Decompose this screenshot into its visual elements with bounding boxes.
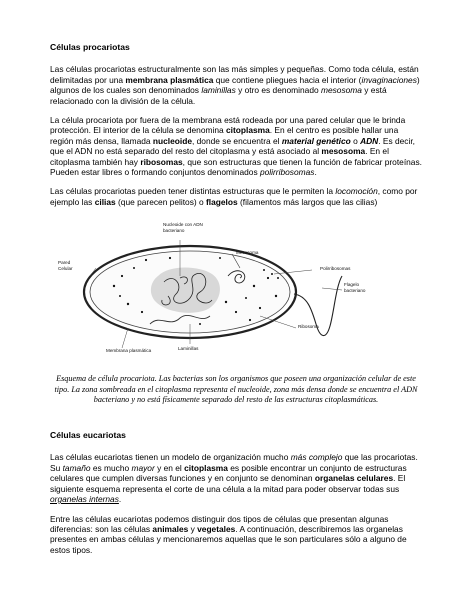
text-run: Las células procariotas pueden tener distintas estructuras que le permiten la <box>50 186 336 197</box>
label-flagelo: Flagelo bacteriano <box>344 282 366 293</box>
text-run: y <box>188 523 198 534</box>
section-title-eucariotas: Células eucariotas <box>50 430 126 441</box>
term-mesosoma-bold: mesosoma <box>321 146 366 157</box>
text-run: . <box>118 494 122 505</box>
term-tamano: tamaño <box>62 462 91 473</box>
term-citoplasma: citoplasma <box>225 125 270 136</box>
label-ribosoma: Ribosoma <box>298 324 319 330</box>
term-cilias: cilias <box>94 196 116 207</box>
text-run: . En el citoplasma también hay <box>50 146 389 167</box>
label-laminillas: Laminillas <box>178 346 199 352</box>
label-mesosoma: Mesosoma <box>236 250 259 256</box>
term-mayor: mayor <box>131 462 155 473</box>
term-citoplasma-euc: citoplasma <box>184 462 228 473</box>
label-polirribosomas: Polirribosomas <box>320 266 351 272</box>
document-content <box>50 42 422 564</box>
text-run: (que parecen pelitos) o <box>115 196 206 207</box>
text-run: . Es decir, que el ADN no está separado del resto del citoplasma y está asociado al <box>50 135 415 157</box>
text-run: Entre las células eucariotas podemos distinguir dos tipos de células que presentan algunas diferencias: son las células <box>50 513 389 534</box>
text-run: o <box>350 135 361 146</box>
text-run: es mucho <box>90 462 132 473</box>
text-run: Las células eucariotas tienen un modelo de organización mucho <box>50 452 291 463</box>
prokaryotic-cell-diagram <box>50 216 422 368</box>
term-invaginaciones: invaginaciones <box>361 74 417 85</box>
term-membrana-plasmatica: membrana plasmática <box>125 74 214 85</box>
text-run: . <box>314 167 317 178</box>
term-mas-complejo: más complejo <box>290 452 343 463</box>
text-run: La célula procariota por fuera de la membrana está rodeada por una pared celular que le brinda protección. El interior de la célula se denomina <box>50 115 406 136</box>
text-run: (filamentos más largos que las cilias) <box>237 196 378 207</box>
text-run: y está relacionado con la división de la célula. <box>50 85 387 106</box>
paragraph-eucariotas-1 <box>50 452 422 504</box>
section-title-procariotas: Células procariotas <box>50 42 130 52</box>
figure-caption: Esquema de célula procariota. Las bacterias son los organismos que poseen una organización celular de este tipo. La zona sombreada en el citoplasma representa el nucleoide, zona más densa donde se encuentra el ADN bacteriano y no está físicamente separado del resto de las estructuras citoplasmáticas. <box>54 374 418 405</box>
term-animales: animales <box>152 523 189 534</box>
term-polirribosomas: polirribosomas <box>259 167 315 178</box>
text-run: y en el <box>154 462 185 473</box>
term-adn: ADN <box>360 135 379 146</box>
text-run: y otro es denominado <box>235 85 321 96</box>
label-membrana: Membrana plasmática <box>106 348 152 354</box>
text-run: , donde se encuentra el <box>191 135 282 146</box>
text-run: que contiene pliegues hacia el interior ( <box>213 74 362 85</box>
term-flagelos: flagelos <box>206 196 238 207</box>
text-run: es posible encontrar un conjunto de estructuras celulares que cumplen diversas funciones y en conjunto se denominan <box>50 462 407 484</box>
term-organelas-internas: organelas internas <box>50 494 119 505</box>
term-material-genetico: material genético <box>281 135 351 146</box>
text-run: , que son estructuras que tienen la función de fabricar proteínas. Pueden estar libres o formando conjuntos denominados <box>50 156 422 178</box>
term-organelas-celulares: organelas celulares <box>314 473 394 484</box>
term-locomocion: locomoción <box>335 186 378 197</box>
term-nucleoide: nucleoide <box>152 135 192 146</box>
label-pared-celular: Pared Celular <box>58 260 73 271</box>
text-run: que las procariotas. Su <box>50 452 418 473</box>
paragraph-procariotas-2 <box>50 115 422 177</box>
text-run: , como por ejemplo las <box>50 186 418 207</box>
term-mesosoma: mesosoma <box>320 85 362 96</box>
text-run: Las células procariotas estructuralmente son las más simples y pequeñas. Como toda célula, están delimitadas por una <box>50 64 419 85</box>
term-ribosomas: ribosomas <box>140 156 183 167</box>
paragraph-procariotas-3 <box>50 186 422 207</box>
text-run: . En el centro es posible hallar una región más densa, llamada <box>50 125 399 146</box>
text-run: . El siguiente esquema representa el corte de una célula a la mitad para poder observar todas sus <box>50 473 406 494</box>
text-run: ) algunos de los cuales son denominados <box>50 74 420 96</box>
term-vegetales: vegetales <box>197 523 236 534</box>
paragraph-eucariotas-2 <box>50 514 422 556</box>
term-laminillas: laminillas <box>201 85 236 96</box>
paragraph-procariotas-1 <box>50 64 422 106</box>
text-run: . A continuación, describiremos las organelas presentes en ambas células y mencionaremos aquellas que le son particulares sólo a alguno de estos tipos. <box>50 523 407 555</box>
label-nucleoide: Nucleoide con ADN bacteriano <box>163 222 203 233</box>
